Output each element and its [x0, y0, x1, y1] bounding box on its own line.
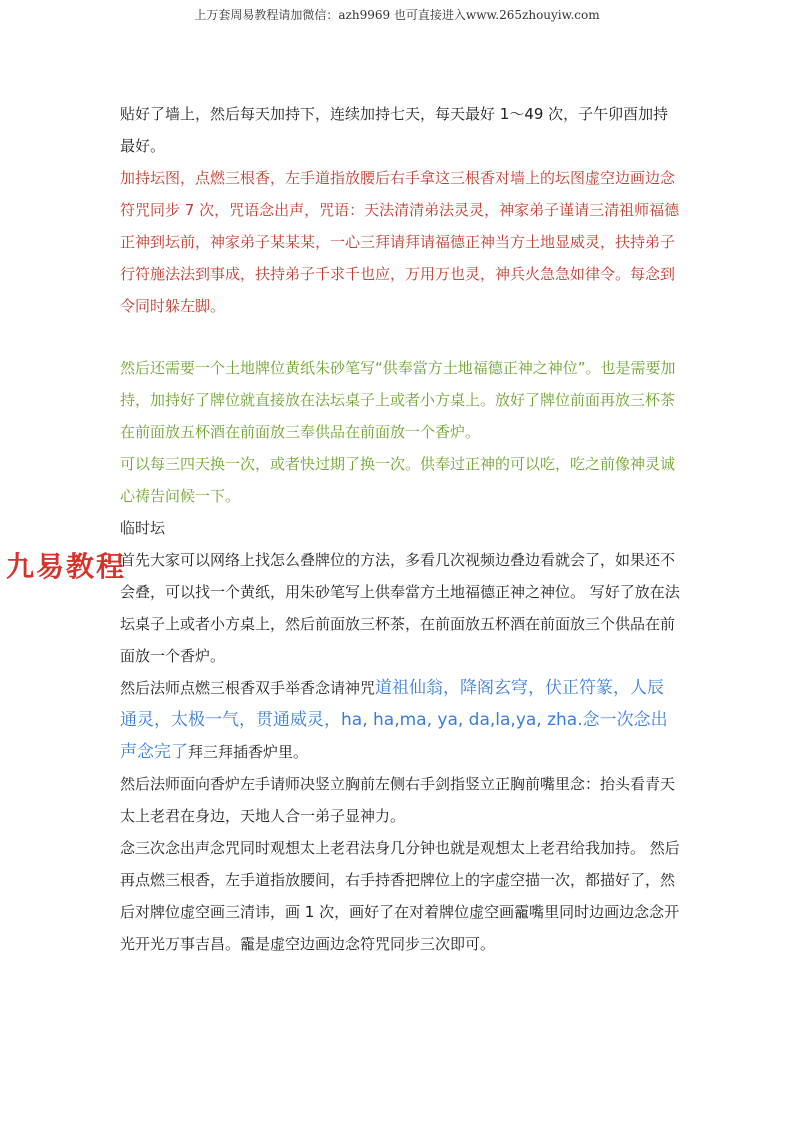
paragraph-7-lead: 然后法师点燃三根香双手举香念请神咒	[120, 679, 376, 697]
paragraph-8: 然后法师面向香炉左手请师决竖立胸前左侧右手剑指竖立正胸前嘴里念：抬头看青天太上老君在身边，天地人合一弟子显神力。	[120, 775, 676, 825]
watermark-logo: 九易教程	[6, 550, 127, 583]
paragraph-9: 念三次念出声念咒同时观想太上老君法身几分钟也就是观想太上老君给我加持。 然后再点燃三根香，左手道指放腰间，右手持香把牌位上的字虚空描一次，都描好了，然后对牌位虚空画三清讳，画 1 次，画好了在对着牌位虚空画靇嘴里同时边画边念念开光开光万事吉昌。靇是虚空边画边念符咒同步三次即可。	[120, 839, 680, 953]
document-body	[120, 98, 680, 960]
paragraph-7	[120, 672, 680, 768]
incantation-text: 道祖仙翁，降阁玄穹，伏正符篆，人辰通灵，太极一气，贯通威灵，ha, ha,ma, ya, da,la,ya, zha.念一次念出声念完了	[120, 678, 668, 762]
paragraph-3: 然后还需要一个土地牌位黄纸朱砂笔写“供奉當方土地福德正神之神位”。也是需要加持，加持好了牌位就直接放在法坛桌子上或者小方桌上。放好了牌位前面再放三杯茶在前面放五杯酒在前面放三奉供品在前面放一个香炉。	[120, 359, 676, 441]
paragraph-1: 贴好了墙上，然后每天加持下，连续加持七天，每天最好 1～49 次，子午卯酉加持最好。	[120, 105, 669, 155]
paragraph-2: 加持坛图，点燃三根香，左手道指放腰后右手拿这三根香对墙上的坛图虚空边画边念符咒同步 7 次，咒语念出声，咒语：天法清清弟法灵灵，神家弟子谨请三清祖师福德正神到坛前，神家弟子某某某，一心三拜请拜请福德正神当方土地显威灵，扶持弟子行符施法法到事成，扶持弟子千求千也应，万用万也灵，神兵火急急如律令。每念到令同时躲左脚。	[120, 169, 680, 315]
paragraph-7-tail: 拜三拜插香炉里。	[188, 743, 309, 761]
page-header: 上万套周易教程请加微信：azh9969 也可直接进入www.265zhouyiw.com	[194, 8, 600, 22]
section-heading: 临时坛	[120, 519, 166, 537]
paragraph-4: 可以每三四天换一次，或者快过期了换一次。供奉过正神的可以吃，吃之前像神灵诚心祷告问候一下。	[120, 455, 676, 505]
paragraph-6: 首先大家可以网络上找怎么叠牌位的方法，多看几次视频边叠边看就会了，如果还不会叠，可以找一个黄纸，用朱砂笔写上供奉當方土地福德正神之神位。 写好了放在法坛桌子上或者小方桌上，然后前面放三杯茶，在前面放五杯酒在前面放三个供品在前面放一个香炉。	[120, 551, 680, 665]
